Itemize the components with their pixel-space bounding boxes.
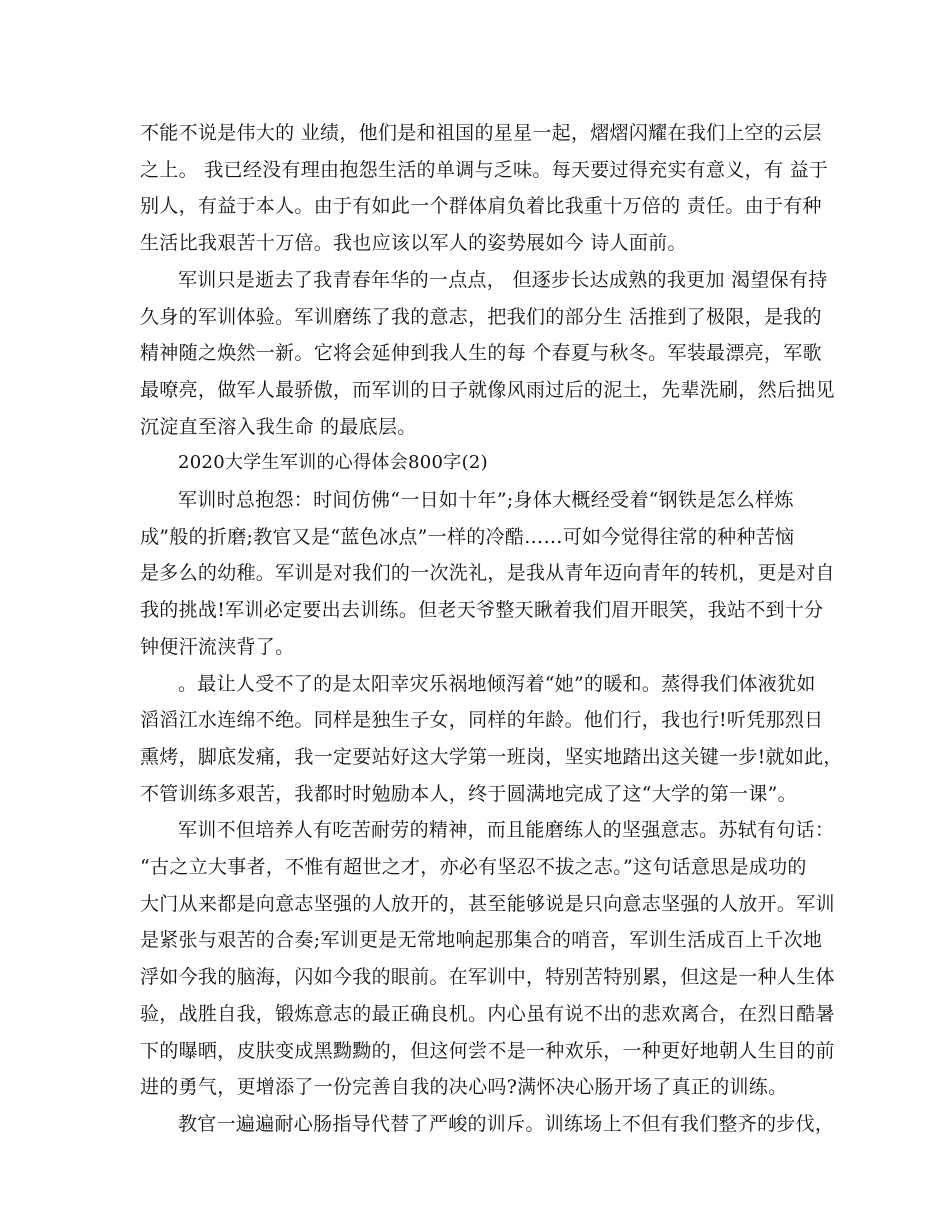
paragraph [140,812,835,1106]
text-line: 精神随之焕然一新。它将会延伸到我人生的每 个春夏与秋冬。军装最漂亮，军歌 [140,342,822,365]
text-line: 军训时总抱怨：时间仿佛“一日如十年”;身体大概经受着“钢铁是怎么样炼 [178,489,794,512]
text-line: 是多么的幼稚。军训是对我们的一次洗礼，是我从青年迈向青年的转机，更是对自 [140,562,835,585]
paragraph [140,115,830,262]
text-line: 教官一遍遍耐心肠指导代替了严峻的训斥。训练场上不但有我们整齐的步伐， [178,1112,835,1135]
text-line: 进的勇气，更增添了一份完善自我的决心吗?满怀决心肠开场了真正的训练。 [140,1076,788,1099]
text-line: 生活比我艰苦十万倍。我也应该以军人的姿势展如今 诗人面前。 [140,232,687,255]
text-line: 钟便汗流浃背了。 [140,635,295,658]
text-line: 验，战胜自我，锻炼意志的最正确良机。内心虽有说不出的悲欢离合，在烈日酷暑 [140,1002,835,1025]
section-heading [140,445,830,482]
paragraph [140,1106,835,1143]
heading-text: 2020大学生军训的心得体会800字(2) [178,452,488,474]
text-line: “古之立大事者，不惟有超世之才，亦必有坚忍不拔之志。”这句话意思是成功的 [140,856,807,879]
text-line: 。最让人受不了的是太阳幸灾乐祸地倾泻着“她”的暖和。蒸得我们体液犹如 [178,672,816,695]
text-line: 最嘹亮，做军人最骄傲，而军训的日子就像风雨过后的泥土，先辈洗刷，然后拙见 [140,378,835,401]
text-line: 不能不说是伟大的 业绩，他们是和祖国的星星一起，熠熠闪耀在我们上空的云层 [140,122,822,144]
text-line: 浮如今我的脑海，闪如今我的眼前。在军训中，特别苦特别累，但这是一种人生体 [140,966,835,989]
text-line: 是紧张与艰苦的合奏;军训更是无常地响起那集合的哨音，军训生活成百上千次地 [140,929,823,952]
text-line: 滔滔江水连绵不绝。同样是独生子女，同样的年龄。他们行，我也行!听凭那烈日 [140,709,824,732]
text-line: 久身的军训体验。军训磨练了我的意志，把我们的部分生 活推到了极限，是我的 [140,305,822,328]
text-line: 我的挑战!军训必定要出去训练。但老天爷整天瞅着我们眉开眼笑，我站不到十分 [140,599,824,622]
paragraph [140,666,843,813]
document-body [140,115,843,1143]
text-line: 大门从来都是向意志坚强的人放开的，甚至能够说是只向意志坚强的人放开。军训 [140,892,835,915]
text-line: 下的曝晒，皮肤变成黑黝黝的，但这何尝不是一种欢乐，一种更好地朝人生目的前 [140,1039,835,1062]
paragraph [140,482,835,666]
text-line: 之上。 我已经没有理由抱怨生活的单调与乏味。每天要过得充实有意义，有 益于 [140,158,829,181]
text-line: 沉淀直至溶入我生命 的最底层。 [140,415,417,438]
text-line: 不管训练多艰苦，我都时时勉励本人，终于圆满地完成了这“大学的第一课”。 [140,782,797,805]
text-line: 成”般的折磨;教官又是“蓝色冰点”一样的冷酷……可如今觉得往常的种种苦恼 [140,525,795,548]
paragraph [140,262,835,446]
text-line: 熏烤，脚底发痛，我一定要站好这大学第一班岗，坚实地踏出这关键一步!就如此， [140,745,843,768]
text-line: 军训不但培养人有吃苦耐劳的精神，而且能磨练人的坚强意志。苏轼有句话： [178,819,835,842]
text-line: 军训只是逝去了我青春年华的一点点， 但逐步长达成熟的我更加 渴望保有持 [178,268,828,291]
text-line: 别人，有益于本人。由于有如此一个群体肩负着比我重十万倍的 责任。由于有种 [140,195,822,218]
